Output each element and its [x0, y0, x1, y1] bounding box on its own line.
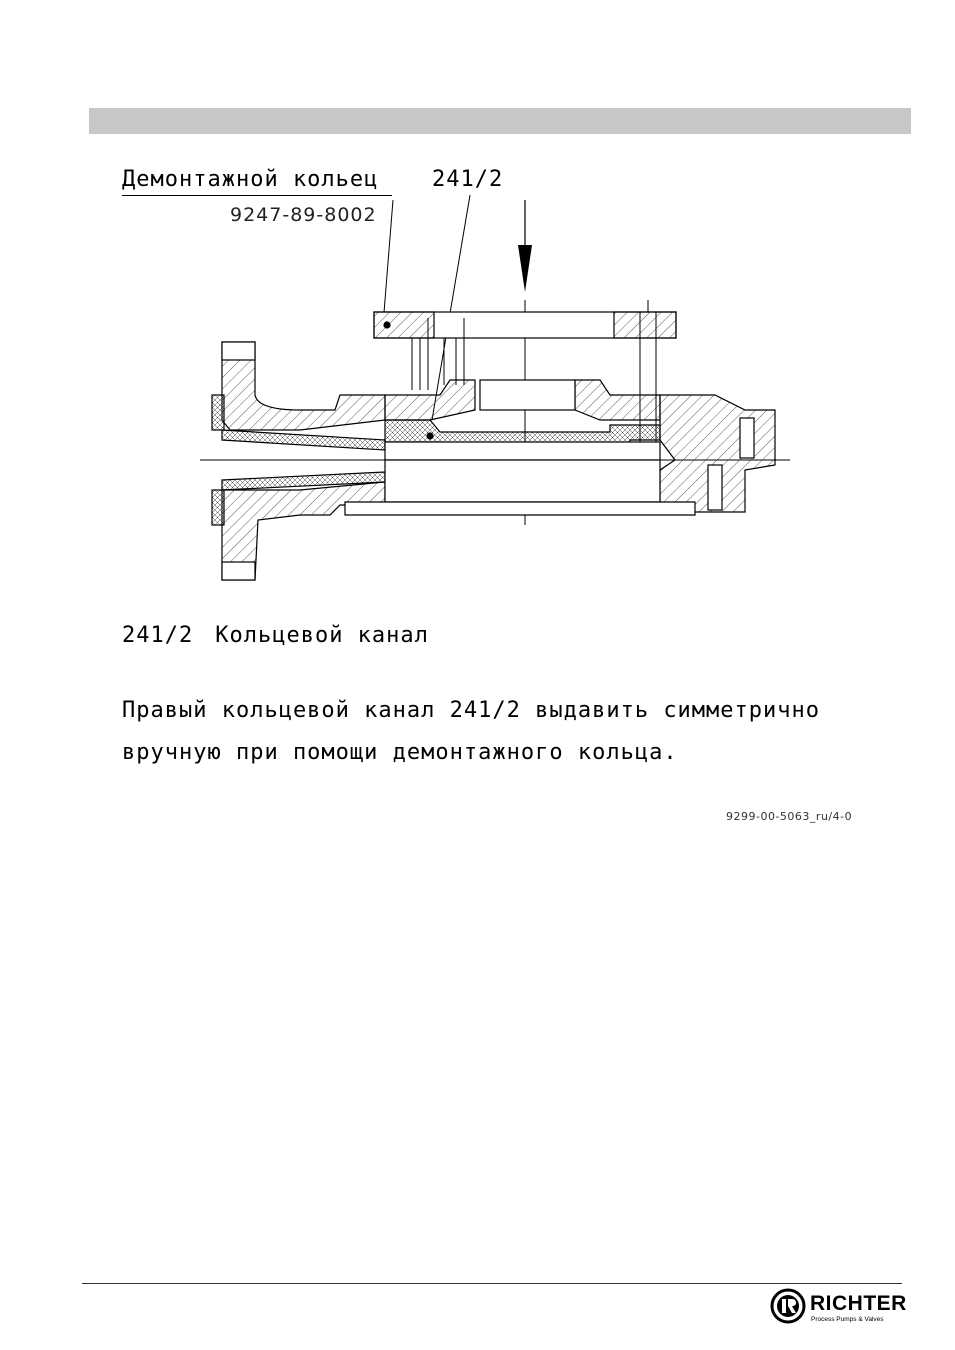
part-label: Демонтажной кольец	[122, 167, 392, 196]
legend-code: 241/2	[122, 623, 194, 648]
document-code: 9299-00-5063_ru/4-0	[726, 810, 853, 823]
callout-label: 241/2	[432, 167, 504, 192]
dismantling-ring	[374, 312, 676, 338]
brand-tagline: Process Pumps & Valves	[811, 1316, 884, 1323]
legend-description: Кольцевой канал	[215, 623, 429, 648]
header-bar	[89, 108, 911, 134]
technical-drawing	[190, 190, 800, 590]
instruction-line-2: вручную при помощи демонтажного кольца.	[122, 740, 678, 765]
instruction-line-1: Правый кольцевой канал 241/2 выдавить симметрично	[122, 698, 821, 723]
legend	[122, 623, 429, 648]
richter-logo	[770, 1288, 905, 1326]
footer-divider	[82, 1283, 902, 1284]
brand-name: RICHTER	[810, 1292, 907, 1315]
richter-emblem-icon	[770, 1288, 806, 1324]
pump-body	[345, 380, 775, 515]
left-flange	[212, 342, 385, 580]
force-arrow	[518, 200, 532, 292]
instruction-text	[122, 690, 882, 774]
part-number: 9247-89-8002	[230, 204, 377, 226]
